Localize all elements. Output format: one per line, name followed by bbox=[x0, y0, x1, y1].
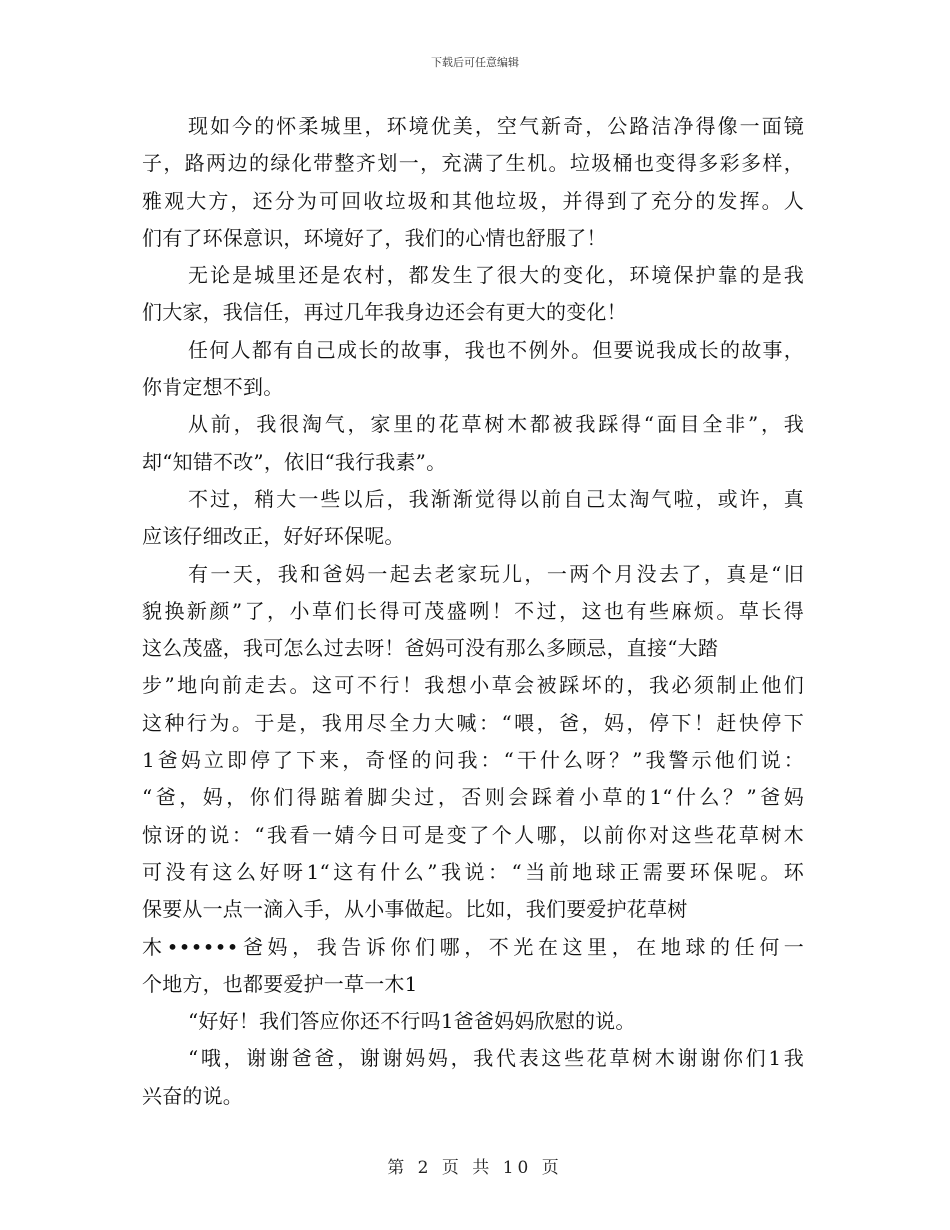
text-line: 可没有这么好呀1“这有什么”我说：“当前地球正需要环保呢。环 bbox=[142, 859, 804, 884]
text-line: 个地方，也都要爱护一草一木1 bbox=[142, 971, 418, 996]
text-line: 子，路两边的绿化带整齐划一，充满了生机。垃圾桶也变得多彩多样， bbox=[142, 151, 804, 176]
text-line: 这种行为。于是，我用尽全力大喊：“喂，爸，妈，停下！赶快停下 bbox=[142, 710, 804, 735]
text-line: 惊讶的说：“我看一婧今日可是变了个人哪，以前你对这些花草树木 bbox=[142, 822, 804, 847]
text-line: 应该仔细改正，好好环保呢。 bbox=[142, 524, 405, 549]
text-line: 任何人都有自己成长的故事，我也不例外。但要说我成长的故事， bbox=[188, 337, 804, 362]
page-header: 下载后可任意编辑 bbox=[431, 56, 519, 69]
text-line: 1爸妈立即停了下来，奇怪的问我：“干什么呀？”我警示他们说： bbox=[142, 748, 804, 773]
text-line: 不过，稍大一些以后，我渐渐觉得以前自己太淘气啦，或许，真 bbox=[188, 486, 804, 511]
text-line: “爸，妈，你们得踮着脚尖过，否则会踩着小草的1“什么？”爸妈 bbox=[142, 785, 804, 810]
text-line: 木••••••爸妈，我告诉你们哪，不光在这里，在地球的任何一 bbox=[142, 934, 804, 959]
text-line: 们有了环保意识，环境好了，我们的心情也舒服了！ bbox=[142, 225, 607, 250]
text-line: 从前，我很淘气，家里的花草树木都被我踩得“面目全非”，我 bbox=[188, 412, 804, 437]
text-line: 雅观大方，还分为可回收垃圾和其他垃圾，并得到了充分的发挥。人 bbox=[142, 188, 804, 213]
text-line: 有一天，我和爸妈一起去老家玩儿，一两个月没去了，真是“旧 bbox=[188, 561, 804, 586]
text-line: 兴奋的说。 bbox=[142, 1083, 243, 1108]
text-line: 无论是城里还是农村，都发生了很大的变化，环境保护靠的是我 bbox=[188, 263, 804, 288]
text-line: “哦，谢谢爸爸，谢谢妈妈，我代表这些花草树木谢谢你们1我 bbox=[188, 1046, 804, 1071]
text-line: 这么茂盛，我可怎么过去呀！爸妈可没有那么多顾忌，直接“大踏 bbox=[142, 636, 719, 661]
text-line: 你肯定想不到。 bbox=[142, 375, 284, 400]
text-line: 现如今的怀柔城里，环境优美，空气新奇，公路洁净得像一面镜 bbox=[188, 114, 804, 138]
text-line: 步”地向前走去。这可不行！我想小草会被踩坏的，我必须制止他们 bbox=[142, 673, 804, 698]
text-line: 却“知错不改”，依旧“我行我素”。 bbox=[142, 449, 447, 474]
document-body bbox=[142, 108, 804, 1115]
page-footer: 第 2 页 共 10 页 bbox=[387, 1158, 563, 1178]
text-line: “好好！我们答应你还不行吗1爸爸妈妈欣慰的说。 bbox=[188, 1009, 636, 1034]
text-line: 貌换新颜”了，小草们长得可茂盛咧！不过，这也有些麻烦。草长得 bbox=[142, 598, 804, 623]
text-line: 们大家，我信任，再过几年我身边还会有更大的变化！ bbox=[142, 300, 627, 325]
text-line: 保要从一点一滴入手，从小事做起。比如，我们要爱护花草树 bbox=[142, 897, 688, 922]
